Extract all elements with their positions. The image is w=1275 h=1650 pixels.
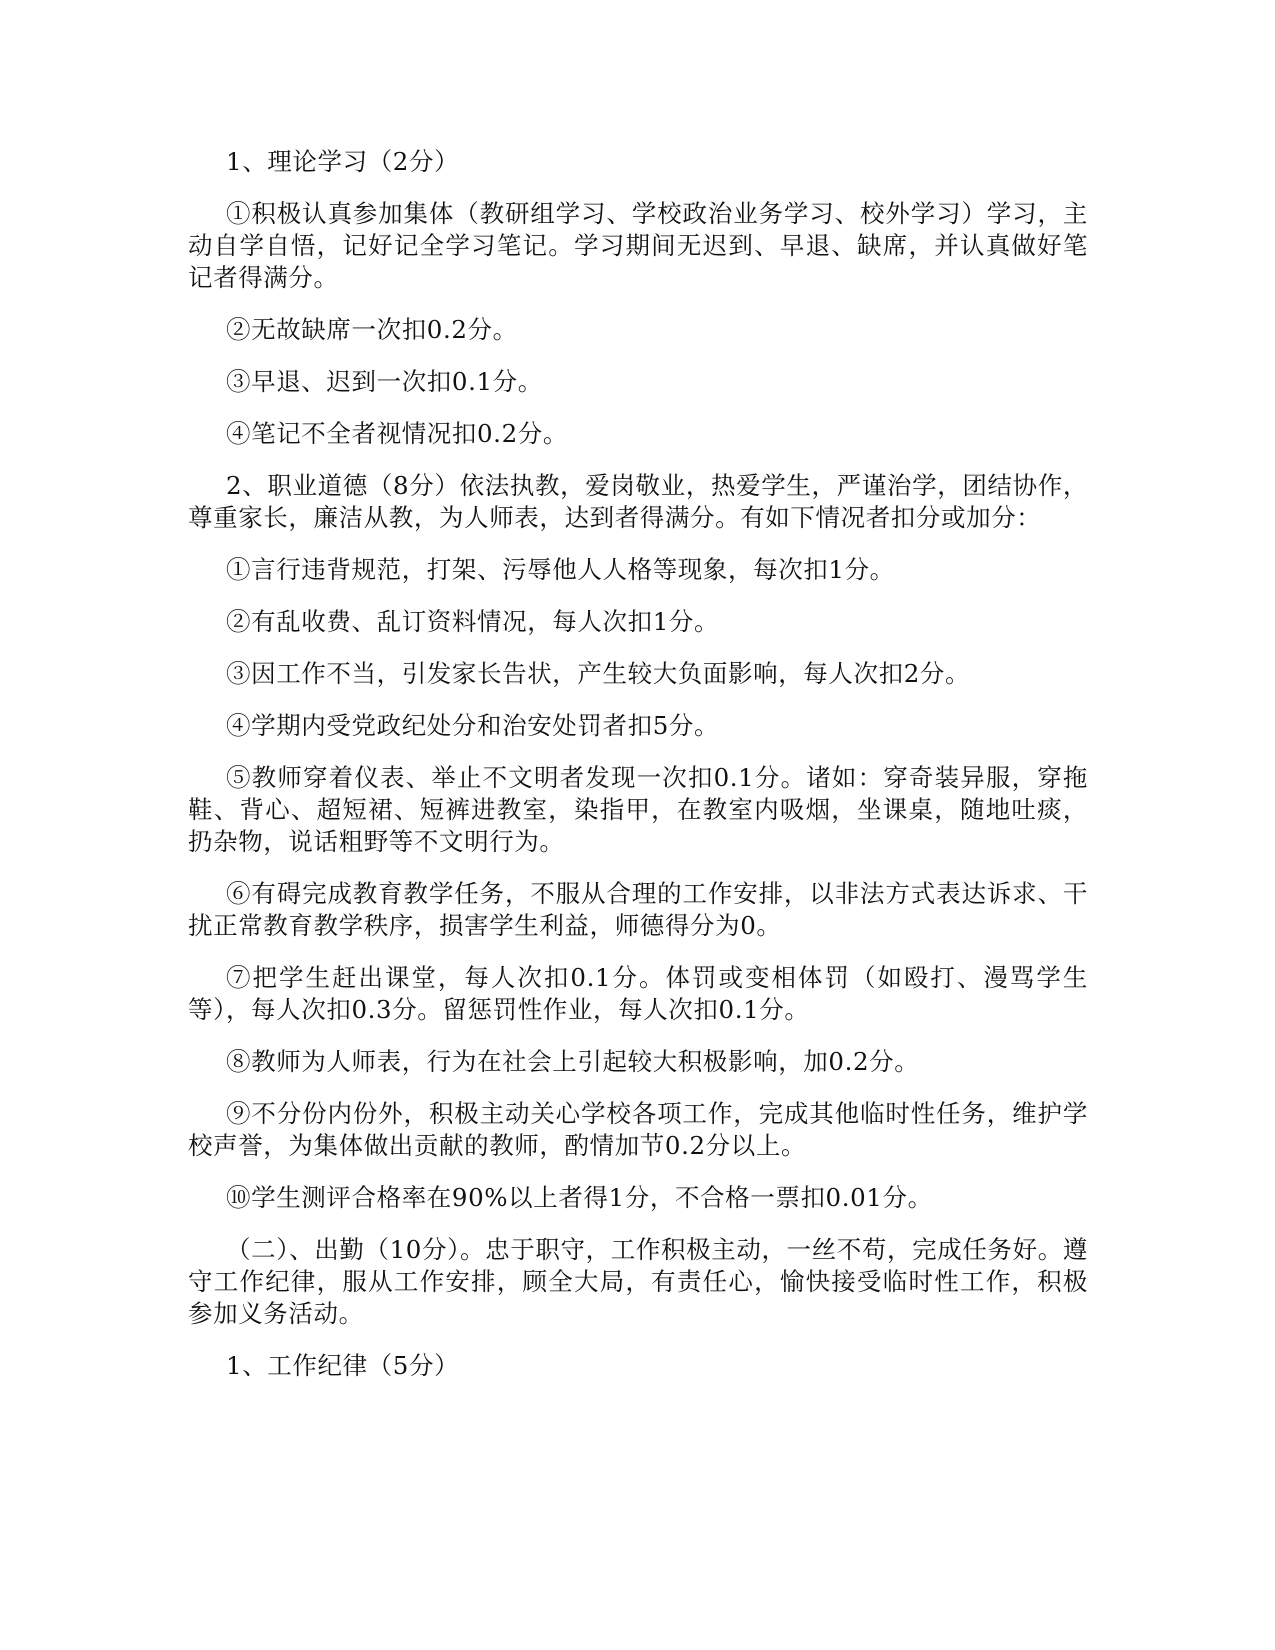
paragraph-item: ⑧教师为人师表，行为在社会上引起较大积极影响，加0.2分。	[226, 1047, 920, 1076]
paragraph-item: ⑩学生测评合格率在90%以上者得1分，不合格一票扣0.01分。	[226, 1183, 933, 1212]
section-heading-attendance: （二）、出勤（10分）。忠于职守，工作积极主动，一丝不苟，完成任务好。遵守工作纪律，服从工作安排，顾全大局，有责任心，愉快接受临时性工作，积极参加义务活动。	[188, 1235, 1088, 1328]
paragraph-item: ④学期内受党政纪处分和治安处罚者扣5分。	[226, 711, 720, 740]
paragraph-item: ③早退、迟到一次扣0.1分。	[226, 367, 543, 396]
paragraph-item: ①言行违背规范，打架、污辱他人人格等现象，每次扣1分。	[226, 555, 895, 584]
document-body	[188, 146, 1088, 1402]
paragraph-item: ⑨不分份内份外，积极主动关心学校各项工作，完成其他临时性任务，维护学校声誉，为集体做出贡献的教师，酌情加节0.2分以上。	[188, 1099, 1088, 1160]
paragraph-item: ③因工作不当，引发家长告状，产生较大负面影响，每人次扣2分。	[226, 659, 971, 688]
paragraph-item: ②无故缺席一次扣0.2分。	[226, 315, 518, 344]
paragraph-item: ⑤教师穿着仪表、举止不文明者发现一次扣0.1分。诸如：穿奇装异服，穿拖鞋、背心、超短裙、短裤进教室，染指甲，在教室内吸烟，坐课桌，随地吐痰，扔杂物，说话粗野等不文明行为。	[188, 763, 1088, 856]
section-heading-work-discipline: 1、工作纪律（5分）	[226, 1351, 460, 1380]
section-heading-theory-study: 1、理论学习（2分）	[226, 147, 460, 176]
paragraph-item: ⑦把学生赶出课堂，每人次扣0.1分。体罚或变相体罚（如殴打、漫骂学生等），每人次扣0.3分。留惩罚性作业，每人次扣0.1分。	[188, 963, 1088, 1024]
paragraph-item: ②有乱收费、乱订资料情况，每人次扣1分。	[226, 607, 720, 636]
section-heading-professional-ethics: 2、职业道德（8分）依法执教，爱岗敬业，热爱学生，严谨治学，团结协作，尊重家长，廉洁从教，为人师表，达到者得满分。有如下情况者扣分或加分：	[188, 471, 1088, 532]
paragraph-item: ⑥有碍完成教育教学任务，不服从合理的工作安排，以非法方式表达诉求、干扰正常教育教学秩序，损害学生利益，师德得分为0。	[188, 879, 1088, 940]
paragraph-item: ①积极认真参加集体（教研组学习、学校政治业务学习、校外学习）学习，主动自学自悟，记好记全学习笔记。学习期间无迟到、早退、缺席，并认真做好笔记者得满分。	[188, 199, 1088, 292]
paragraph-item: ④笔记不全者视情况扣0.2分。	[226, 419, 568, 448]
